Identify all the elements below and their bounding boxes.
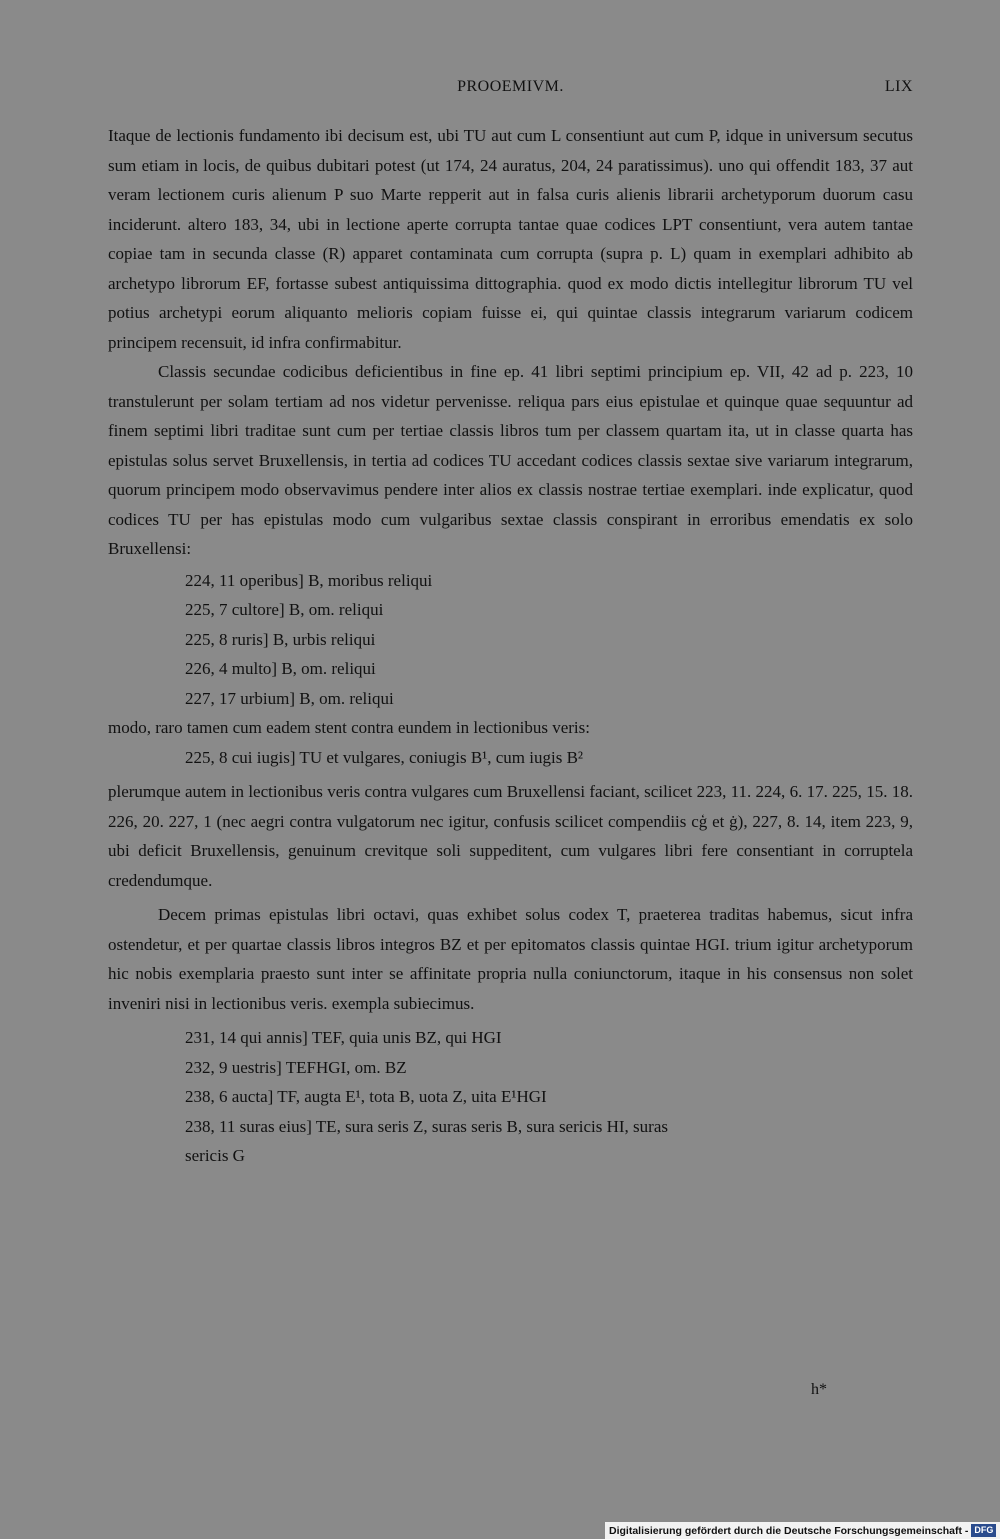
variant-list-2 [108, 743, 913, 773]
variant-list-1 [108, 566, 913, 714]
running-title: PROOEMIVM. [457, 78, 564, 95]
paragraph-3: modo, raro tamen cum eadem stent contra eundem in lectionibus veris: [108, 718, 590, 737]
dfg-logo: DFG [971, 1524, 996, 1537]
paragraph-5: Decem primas epistulas libri octavi, quas exhibet solus codex T, praeterea traditas habemus, sicut infra ostendetur, et per quartae classis libros integros BZ et per epitomatos classis quintae HGI. trium igitur archetyporum hic nobis exemplaria praesto sunt inter se affinitate propria nulla coniunctorum, itaque in his consensus non solet inveniri nisi in lectionibus veris. exempla subiecimus. [108, 905, 913, 1013]
list-item: 225, 8 ruris] B, urbis reliqui [185, 629, 376, 649]
list-item: 226, 4 multo] B, om. reliqui [185, 659, 376, 678]
footer-text: Digitalisierung gefördert durch die Deutsche Forschungsgemeinschaft - [609, 1524, 969, 1537]
page-number: LIX [884, 78, 913, 95]
list-item: 227, 17 urbium] B, om. reliqui [185, 688, 394, 708]
paragraph-4: plerumque autem in lectionibus veris contra vulgares cum Bruxellensi faciant, scilicet 223, 11. 224, 6. 17. 225, 15. 18. 226, 20. 227, 1 (nec aegri contra vulgatorum nec igitur, confusis scilicet compendiis cģ et ġ), 227, 8. 14, item 223, 9, ubi deficit Bruxellensis, genuinum crevitque soli suppeditent, cum vulgares libri fere consentiant in corruptela credendumque. [108, 782, 913, 890]
paragraph-2: Classis secundae codicibus deficientibus in fine ep. 41 libri septimi principium ep. VII, 42 ad p. 223, 10 transtulerunt per solam tertiam ad nos videtur pervenisse. reliqua pars eius epistulae et quinque quae sequuntur ad finem septimi libri traditae sunt cum per tertiae classis libros tum per classem quartam ita, ut in classe quarta has epistulas solus servet Bruxellensis, in tertia ad codices TU accedant codices classis sextae sive variarum integrarum, quorum principem modo observavimus pendere inter alios ex classis nostrae tertiae exemplari. inde explicatur, quod codices TU per has epistulas modo cum vulgaribus sextae classis conspirant in erroribus emendatis ex solo Bruxellensi: [108, 362, 913, 558]
list-item: 232, 9 uestris] TEFHGI, om. BZ [185, 1057, 407, 1077]
list-item: 225, 8 cui iugis] TU et vulgares, coniugis B¹, cum iugis B² [185, 747, 584, 767]
signature-mark: h* [811, 1381, 827, 1398]
list-item: 238, 11 suras eius] TE, sura seris Z, suras seris B, sura sericis HI, suras [185, 1116, 668, 1136]
footer-bar [605, 1522, 1000, 1539]
list-item: 224, 11 operibus] B, moribus reliqui [185, 570, 433, 590]
paragraph-1: Itaque de lectionis fundamento ibi decisum est, ubi TU aut cum L consentiunt aut cum P, idque in universum secutus sum etiam in locis, de quibus dubitari potest (ut 174, 24 auratus, 204, 24 paratissimus). uno qui offendit 183, 37 aut veram lectionem curis alienum P suo Marte repperit aut in falsa curis alienis librarii archetyporum duorum casu inciderunt. altero 183, 34, ubi in lectione aperte corrupta tantae quae codices LPT consentiunt, vera autem tantae copiae tam in secunda classe (R) apparet contaminata cum corrupta (supra p. L) quam in exemplari adhibito ab archetypo librorum EF, fortasse subest antiquissima dittographia. quod ex modo dictis intellegitur librorum TU vel potius archetypi eorum aliquanto melioris copiam fuisse ei, qui quintae classis integrarum variarum codicem principem recensuit, id infra confirmabitur. [108, 126, 913, 352]
running-head [108, 78, 913, 104]
body-text [108, 121, 913, 1171]
list-item-continuation: sericis G [185, 1146, 245, 1165]
variant-list-3 [108, 1023, 913, 1171]
list-item: 238, 6 aucta] TF, augta E¹, tota B, uota Z, uita E¹HGI [185, 1087, 547, 1106]
list-item: 231, 14 qui annis] TEF, quia unis BZ, qui HGI [185, 1028, 502, 1047]
list-item: 225, 7 cultore] B, om. reliqui [185, 600, 384, 619]
